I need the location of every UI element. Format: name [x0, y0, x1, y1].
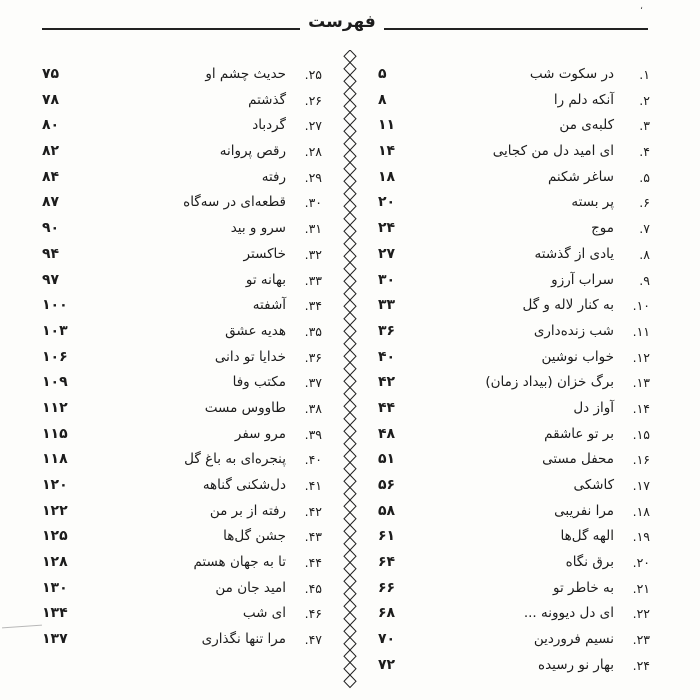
entry-number: ۱۹.	[632, 529, 650, 545]
divider-diamond	[344, 588, 356, 601]
entry-page-number: ۶۴	[378, 554, 396, 571]
entry-title: نسیم فروردین	[533, 631, 614, 648]
entry-page-number: ۹۷	[42, 271, 60, 288]
entry-number: ۴۰.	[304, 452, 322, 468]
entry-title: ای شب	[242, 605, 286, 622]
entry-title: یادی از گذشته	[534, 245, 614, 262]
divider-diamond	[344, 388, 356, 401]
toc-entry	[42, 293, 322, 319]
divider-diamond	[344, 288, 356, 301]
entry-number: ۴۷.	[304, 632, 322, 648]
entry-title: قطعه‌ای در سه‌گاه	[183, 194, 286, 211]
divider-diamond	[344, 550, 356, 563]
toc-entry	[42, 601, 322, 627]
divider-diamond	[344, 325, 356, 338]
divider-diamond	[344, 188, 356, 201]
toc-column-right	[378, 62, 650, 679]
divider-diamond	[344, 275, 356, 288]
divider-diamond	[344, 650, 356, 663]
entry-title: بهانه تو	[245, 271, 286, 288]
divider-diamond	[344, 563, 356, 576]
entry-page-number: ۱۰۰	[42, 297, 68, 314]
entry-title: مرا تنها نگذاری	[201, 631, 286, 648]
toc-entry	[42, 422, 322, 448]
entry-page-number: ۴۴	[378, 399, 396, 416]
toc-entry	[42, 216, 322, 242]
toc-entry	[42, 524, 322, 550]
entry-title: برق نگاه	[565, 554, 614, 571]
divider-diamond	[344, 638, 356, 651]
entry-title: خواب نوشین	[541, 348, 614, 365]
entry-page-number: ۱۳۴	[42, 605, 68, 622]
divider-diamond	[344, 250, 356, 263]
divider-diamond	[344, 488, 356, 501]
toc-entry	[42, 370, 322, 396]
entry-number: ۳۹.	[304, 426, 322, 442]
entry-number: ۱.	[639, 67, 650, 82]
entry-page-number: ۱۲۰	[42, 477, 68, 493]
entry-title: مرو سفر	[234, 425, 286, 442]
divider-diamond	[344, 313, 356, 326]
toc-entry	[42, 499, 322, 525]
divider-diamond	[344, 400, 356, 413]
toc-entry	[378, 473, 650, 499]
entry-number: ۲.	[639, 92, 650, 108]
entry-title: رفته از بر من	[209, 502, 286, 519]
entry-page-number: ۱۳۷	[42, 631, 68, 648]
divider-diamond	[344, 450, 356, 463]
entry-title: مرا نفریبی	[554, 502, 614, 519]
divider-diamond	[344, 475, 356, 488]
entry-page-number: ۷۵	[42, 66, 60, 82]
entry-page-number: ۸	[378, 91, 387, 108]
toc-entry	[378, 653, 650, 679]
entry-page-number: ۴۲	[378, 374, 396, 391]
toc-entry	[42, 319, 322, 345]
divider-diamond	[344, 438, 356, 451]
toc-entry	[42, 88, 322, 114]
divider-diamond	[344, 50, 356, 63]
divider-diamond	[344, 500, 356, 513]
entry-page-number: ۱۱	[378, 117, 396, 134]
entry-page-number: ۲۴	[378, 220, 396, 237]
toc-entry	[378, 345, 650, 371]
entry-number: ۲۲.	[632, 606, 650, 622]
entry-number: ۲۱.	[632, 580, 650, 596]
entry-page-number: ۵۸	[378, 502, 396, 519]
entry-page-number: ۵۶	[378, 477, 396, 493]
entry-page-number: ۸۰	[42, 117, 60, 134]
entry-number: ۱۵.	[632, 426, 650, 442]
entry-number: ۸.	[639, 246, 650, 262]
toc-entry	[42, 473, 322, 499]
entry-number: ۲۸.	[304, 144, 322, 160]
toc-entry	[378, 242, 650, 268]
entry-title: هدیه عشق	[225, 322, 286, 339]
entry-title: حدیث چشم او	[205, 66, 286, 82]
entry-number: ۱۴.	[632, 400, 650, 416]
entry-number: ۳۱.	[304, 221, 322, 237]
toc-entry	[42, 268, 322, 294]
toc-entry	[42, 576, 322, 602]
divider-diamond	[344, 350, 356, 363]
entry-number: ۴۵.	[304, 580, 322, 596]
entry-title: پر بسته	[571, 194, 614, 211]
entry-number: ۱۱.	[632, 323, 650, 339]
entry-number: ۴۲.	[304, 503, 322, 519]
entry-number: ۳۴.	[304, 298, 322, 314]
divider-diamond	[344, 300, 356, 313]
entry-page-number: ۷۸	[42, 91, 60, 108]
entry-title: جشن گل‌ها	[223, 528, 286, 545]
toc-entry	[378, 216, 650, 242]
divider-diamond	[344, 125, 356, 138]
divider-diamond	[344, 263, 356, 276]
entry-number: ۳۶.	[304, 349, 322, 365]
divider-diamond	[344, 175, 356, 188]
toc-entry	[378, 524, 650, 550]
entry-title: به خاطر تو	[553, 579, 614, 596]
entry-number: ۱۶.	[632, 452, 650, 468]
entry-number: ۱۲.	[632, 349, 650, 365]
entry-number: ۴۴.	[304, 555, 322, 571]
toc-column-left	[42, 62, 322, 653]
entry-title: در سکوت شب	[529, 66, 614, 82]
entry-page-number: ۹۰	[42, 220, 60, 237]
entry-title: آواز دل	[573, 399, 614, 416]
divider-diamond	[344, 625, 356, 638]
entry-page-number: ۱۴	[378, 143, 396, 160]
entry-page-number: ۴۰	[378, 348, 396, 365]
toc-entry	[378, 370, 650, 396]
header-rule-right	[384, 28, 648, 30]
toc-entry	[378, 447, 650, 473]
entry-title: پنجره‌ای به باغ گل	[184, 451, 286, 468]
entry-page-number: ۴۸	[378, 425, 396, 442]
toc-entry	[378, 113, 650, 139]
entry-page-number: ۲۷	[378, 245, 396, 262]
entry-title: الهه گل‌ها	[560, 528, 614, 545]
entry-page-number: ۶۱	[378, 528, 396, 545]
toc-entry	[42, 396, 322, 422]
entry-title: به کنار لاله و گل	[522, 297, 614, 314]
entry-number: ۲۶.	[304, 92, 322, 108]
entry-number: ۴۶.	[304, 606, 322, 622]
entry-title: طاووس مست	[204, 399, 286, 416]
entry-page-number: ۳۰	[378, 271, 396, 288]
entry-title: امید جان من	[215, 579, 286, 596]
entry-title: آنکه دلم را	[553, 91, 614, 108]
toc-entry	[378, 165, 650, 191]
entry-page-number: ۶۸	[378, 605, 396, 622]
entry-number: ۹.	[639, 272, 650, 288]
divider-diamond	[344, 75, 356, 88]
divider-diamond	[344, 88, 356, 101]
corner-mark: ،	[640, 2, 643, 12]
entry-number: ۵.	[639, 169, 650, 185]
entry-title: دل‌شکنی گناهه	[202, 477, 286, 493]
entry-page-number: ۷۲	[378, 656, 396, 673]
entry-page-number: ۱۲۸	[42, 554, 68, 571]
divider-diamond	[344, 538, 356, 551]
entry-number: ۳۰.	[304, 195, 322, 211]
entry-number: ۴.	[639, 144, 650, 160]
stray-pen-mark	[2, 625, 42, 629]
divider-diamond	[344, 675, 356, 688]
entry-number: ۲۷.	[304, 118, 322, 134]
toc-entry	[378, 139, 650, 165]
divider-diamond	[344, 338, 356, 351]
entry-number: ۳.	[639, 118, 650, 134]
toc-entry	[378, 190, 650, 216]
divider-diamond	[344, 425, 356, 438]
entry-page-number: ۸۴	[42, 168, 60, 185]
entry-page-number: ۵۱	[378, 451, 396, 468]
entry-page-number: ۹۴	[42, 245, 60, 262]
toc-entry	[378, 88, 650, 114]
toc-entry	[378, 576, 650, 602]
entry-number: ۲۹.	[304, 169, 322, 185]
toc-entry	[42, 550, 322, 576]
entry-title: ای دل دیوونه ...	[523, 605, 614, 622]
entry-number: ۳۷.	[304, 375, 322, 391]
divider-diamond	[344, 525, 356, 538]
entry-number: ۱۷.	[632, 478, 650, 493]
entry-number: ۳۸.	[304, 400, 322, 416]
entry-number: ۳۲.	[304, 246, 322, 262]
entry-title: برگ خزان (بیداد زمان)	[485, 374, 614, 391]
toc-entry	[42, 139, 322, 165]
page-title: فهرست	[308, 12, 376, 32]
toc-entry	[378, 293, 650, 319]
entry-title: رقص پروانه	[219, 143, 286, 160]
divider-diamond	[344, 363, 356, 376]
entry-number: ۱۳.	[632, 375, 650, 391]
divider-diamond	[344, 225, 356, 238]
entry-number: ۲۴.	[632, 657, 650, 673]
entry-title: ای امید دل من کجایی	[492, 143, 614, 160]
toc-entry	[42, 113, 322, 139]
divider-diamond	[344, 613, 356, 626]
toc-entry	[378, 268, 650, 294]
entry-number: ۳۵.	[304, 323, 322, 339]
divider-diamond	[344, 100, 356, 113]
entry-page-number: ۸۲	[42, 143, 60, 160]
entry-page-number: ۱۸	[378, 168, 396, 185]
entry-number: ۳۳.	[304, 272, 322, 288]
toc-entry	[378, 319, 650, 345]
toc-entry	[378, 550, 650, 576]
entry-page-number: ۸۷	[42, 194, 60, 211]
header-rule-left	[42, 28, 300, 30]
toc-entry	[378, 499, 650, 525]
entry-title: کلبه‌ی من	[559, 117, 614, 134]
divider-diamond	[344, 463, 356, 476]
entry-title: مکتب وفا	[232, 374, 286, 391]
divider-diamond	[344, 600, 356, 613]
entry-title: شب زنده‌داری	[533, 322, 614, 339]
divider-diamond	[344, 113, 356, 126]
toc-entry	[42, 447, 322, 473]
entry-number: ۱۰.	[632, 298, 650, 314]
entry-page-number: ۱۳۰	[42, 579, 68, 596]
entry-number: ۱۸.	[632, 503, 650, 519]
toc-entry	[42, 345, 322, 371]
toc-entry	[42, 62, 322, 88]
entry-title: گذشتم	[248, 91, 286, 108]
entry-page-number: ۱۲۲	[42, 502, 68, 519]
entry-page-number: ۱۲۵	[42, 528, 68, 545]
entry-title: آشفته	[252, 297, 286, 314]
divider-diamond	[344, 513, 356, 526]
entry-number: ۲۵.	[304, 67, 322, 82]
entry-number: ۲۳.	[632, 632, 650, 648]
entry-number: ۴۱.	[304, 478, 322, 493]
entry-page-number: ۱۱۸	[42, 451, 68, 468]
toc-entry	[378, 396, 650, 422]
divider-diamond	[344, 138, 356, 151]
entry-page-number: ۵	[378, 66, 387, 82]
entry-page-number: ۳۶	[378, 322, 396, 339]
entry-page-number: ۶۶	[378, 579, 396, 596]
entry-title: بهار نو رسیده	[538, 656, 614, 673]
toc-entry	[42, 627, 322, 653]
entry-page-number: ۳۳	[378, 297, 396, 314]
entry-page-number: ۷۰	[378, 631, 396, 648]
toc-entry	[378, 601, 650, 627]
entry-title: موج	[591, 220, 614, 237]
divider-diamond	[344, 163, 356, 176]
entry-page-number: ۱۰۶	[42, 348, 68, 365]
entry-page-number: ۱۱۵	[42, 425, 68, 442]
divider-diamond	[344, 213, 356, 226]
entry-title: سرو و بید	[230, 220, 286, 237]
divider-diamond	[344, 238, 356, 251]
toc-entry	[378, 62, 650, 88]
toc-entry	[378, 627, 650, 653]
entry-title: محفل مستی	[542, 451, 614, 468]
divider-diamond	[344, 63, 356, 76]
entry-number: ۶.	[639, 195, 650, 211]
entry-page-number: ۱۰۳	[42, 322, 68, 339]
entry-number: ۴۳.	[304, 529, 322, 545]
entry-title: رفته	[261, 168, 286, 185]
entry-title: بر تو عاشقم	[544, 425, 614, 442]
entry-page-number: ۲۰	[378, 194, 396, 211]
divider-diamond	[344, 200, 356, 213]
entry-page-number: ۱۱۲	[42, 399, 68, 416]
toc-entry	[42, 242, 322, 268]
diamond-chain-divider	[342, 50, 358, 698]
divider-diamond	[344, 663, 356, 676]
toc-entry	[378, 422, 650, 448]
entry-title: ساغر شکنم	[547, 168, 614, 185]
entry-title: خدایا تو دانی	[214, 348, 286, 365]
toc-entry	[42, 165, 322, 191]
entry-title: سراب آرزو	[551, 271, 614, 288]
entry-title: خاکستر	[243, 245, 286, 262]
entry-number: ۷.	[639, 221, 650, 237]
divider-diamond	[344, 150, 356, 163]
entry-title: گردباد	[252, 117, 286, 134]
divider-diamond	[344, 413, 356, 426]
divider-diamond	[344, 375, 356, 388]
entry-title: تا به جهان هستم	[193, 554, 286, 571]
entry-number: ۲۰.	[632, 555, 650, 571]
divider-diamond	[344, 575, 356, 588]
entry-page-number: ۱۰۹	[42, 374, 68, 391]
toc-entry	[42, 190, 322, 216]
entry-title: کاشکی	[573, 477, 614, 493]
